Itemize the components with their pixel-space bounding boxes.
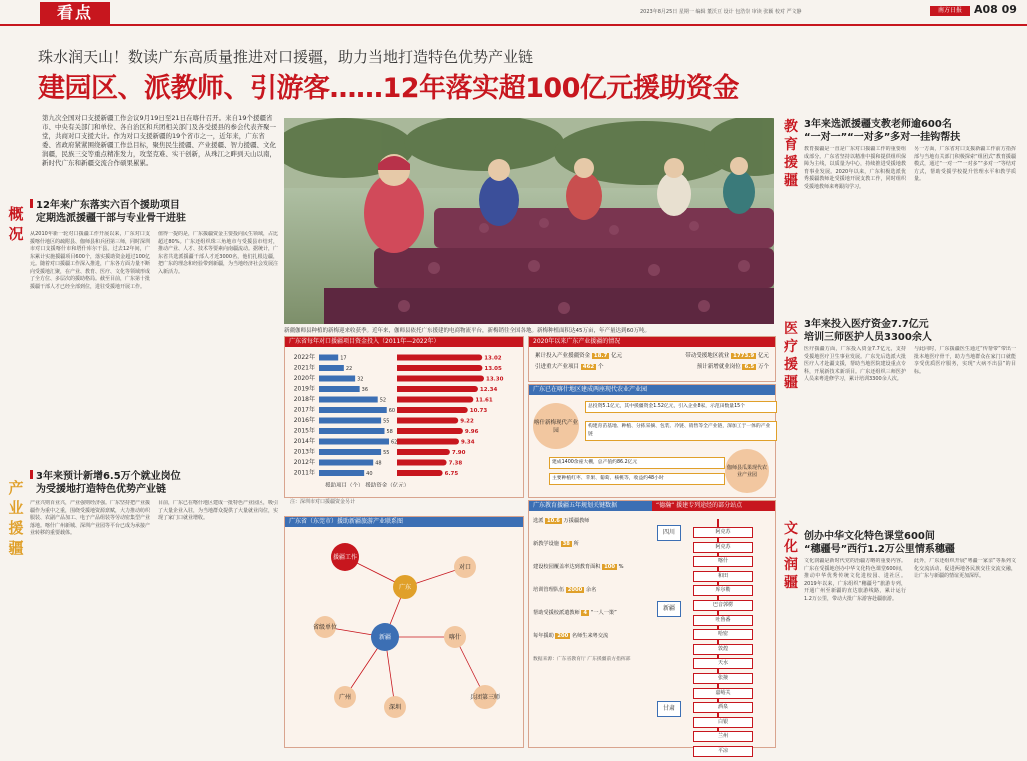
section1-col2: 值得一提的是，广东援疆资金主要投向民生领域，占比超过80%。广东还组织珠三角地市与受援县市结对，推动产业、人才、技术等要素向南疆流动。据统计，广东省共选派援疆干部人才近3000名，他们扎根边疆，把广东的理念和经验带到新疆，为当地经济社会发展注入新活力。: [158, 231, 278, 275]
project-value-label: 62: [391, 439, 398, 446]
route-station: 巴音郭楞: [693, 600, 753, 611]
diagram-label: 喀什: [448, 634, 462, 641]
fund-value-label: 9.34: [460, 439, 475, 446]
fund-bar: [397, 407, 465, 413]
education-panel: [528, 500, 776, 754]
project-value-label: 36: [361, 387, 369, 393]
category-label: 2012年: [293, 459, 315, 466]
project-bar: [319, 397, 378, 403]
project-value-label: 22: [345, 366, 353, 372]
section4-col2: 与此同时，广东援疆医生通过“传帮带”带出一批本地医疗骨干，助力当地群众在家门口就能享受优质医疗服务，实现“大病不出县”的目标。: [914, 346, 1016, 375]
section-badge: 看点: [40, 2, 110, 24]
flow-step-3: 建成1400余座大棚，总产值约86.2亿元: [549, 457, 725, 469]
route-station: 白银: [693, 717, 753, 728]
fund-value-label: 7.90: [451, 450, 466, 456]
diagram-label: 省级单位: [312, 624, 338, 631]
route-station: 吐鲁番: [693, 615, 753, 626]
category-label: 2019年: [293, 385, 315, 393]
category-label: 2016年: [293, 417, 315, 424]
category-label: 2013年: [293, 448, 315, 456]
category-label: 2018年: [293, 396, 315, 403]
chart-title: 广东省每年对口援疆项目资金投入（2011年—2022年）: [285, 337, 523, 347]
project-bar: [319, 407, 387, 413]
tourism-diagram-title: 广东省（东莞市）援助新疆旅游产业联系图: [285, 517, 523, 527]
project-value-label: 55: [383, 418, 390, 425]
section2-title: 3年来预计新增6.5万个就业岗位 为受援地打造特色优势产业链: [30, 470, 280, 496]
fund-bar-cap: [453, 439, 459, 445]
route-station: 张掖: [693, 673, 753, 684]
tag-char: 业: [8, 499, 24, 517]
project-value-label: 52: [379, 397, 387, 404]
category-label: 2022年: [293, 354, 315, 361]
project-bar: [319, 439, 389, 445]
industry-info-panel: [528, 336, 776, 382]
project-bar: [319, 449, 381, 455]
category-label: 2021年: [293, 364, 315, 372]
tag-culture: 文 化 润 疆: [784, 521, 798, 591]
tag-overview: [6, 204, 26, 244]
fund-bar: [397, 386, 475, 392]
fund-value-label: 13.05: [484, 366, 502, 372]
section2-col1: 产业兴则百业兴，产业强则经济强。广东坚持把产业援疆作为重中之重，围绕受援地资源禀赋，大力推动纺织服装、农副产品加工、电子产品组装等劳动密集型产业落地。喀什广州新城、深圳产业园等平台已成为承接产业转移的重要载体。: [30, 500, 150, 536]
section2-col2: 目前，广东已在喀什地区建成一批特色产业园区，吸引了大量企业入驻，为当地群众提供了大量就业岗位，实现了家门口就业增收。: [158, 500, 278, 521]
section5-title: 创办中华文化特色课堂600间 “穗疆号”西行1.2万公里情系穗疆: [804, 531, 955, 555]
tag-char: 援: [8, 519, 24, 537]
photo-caption: 新疆伽师县种植的新梅迎来收获季。近年来，伽师县依托广东援建的电商物流平台，新梅销往全国各地。新梅种植面积达45万亩，年产量达到60万吨。: [284, 328, 651, 334]
header-meta: 2023年8月25日 星期一 编辑 董沃豆 设计 包浩崇 审读 张颖 校对 严文静: [640, 9, 802, 15]
tag-char: 产: [8, 479, 24, 497]
diagram-label: 对口: [458, 564, 472, 571]
fund-bar: [397, 470, 440, 476]
flow-circle-1: 喀什新梅现代产业园: [533, 403, 579, 449]
project-bar: [319, 386, 360, 392]
tag-medical: 医 疗 援 疆: [784, 321, 798, 391]
stat-item: 每年援助 200 名师生来粤交流: [533, 633, 609, 639]
route-station: 天水: [693, 658, 753, 669]
fund-value-label: 7.38: [448, 460, 463, 467]
project-bar: [319, 418, 381, 424]
fund-value-label: 9.22: [460, 418, 474, 425]
section3-title: 3年来选派援疆支教老师逾600名 “一对一”“一对多”多对一挂钩帮扶: [804, 119, 961, 143]
category-label: 2017年: [293, 406, 315, 414]
stat-item: 新教学设施 38 所: [533, 541, 579, 547]
fund-bar: [397, 449, 447, 455]
flow-step-1: 总投资5.1亿元，其中援疆资金1.52亿元，引入企业8家，示范田数量15个: [585, 401, 777, 413]
route-station: 哈密: [693, 629, 753, 640]
fund-bar: [397, 460, 444, 466]
section3-col2: 另一方面，广东省对口支援新疆工作前方指挥部与当地有关部门积极探索“组团式”教育援疆模式，通过“一对一”“一对多”“多对一”等结对方式，帮助受援学校提升管理水平和教学质量。: [914, 146, 1016, 182]
route-station: 敦煌: [693, 644, 753, 655]
fund-bar: [397, 428, 460, 434]
fund-value-label: 11.61: [475, 397, 493, 404]
diagram-label: 广东: [398, 584, 412, 591]
category-label: 2014年: [293, 438, 315, 445]
project-value-label: 48: [375, 460, 382, 467]
tag-char: 疆: [8, 539, 24, 557]
fund-value-label: 13.30: [486, 376, 504, 383]
tourism-diagram-panel: [284, 516, 524, 748]
section4-title: 3年来投入医疗资金7.7亿元 培训三师医护人员3300余人: [804, 319, 932, 343]
fund-bar-cap: [452, 418, 458, 424]
section5-col2: 此外，广东还组织开展“粤疆一家亲”等系列文化交流活动，促进两地各民族交往交流交融，让广东与新疆的情谊更加深厚。: [914, 558, 1016, 579]
info-row2: 引进重大产业项目 462 个: [535, 364, 604, 370]
route-station: 酒泉: [693, 702, 753, 713]
page-number: A08 09: [974, 3, 1017, 16]
route-province-sichuan: 四川: [657, 525, 681, 541]
info-row1: 累计投入产业援疆资金 18.7 亿元: [535, 353, 623, 359]
stat-item: 选派 10.6 万援疆教师: [533, 518, 590, 524]
route-station: 阿克苏: [693, 542, 753, 553]
diagram-label: 新疆: [378, 634, 392, 641]
section1-col1: 从2010年新一轮对口援疆工作开展以来，广东对口支援喀什地区的疏附县、伽师县和兵团第三师，同时深圳市对口支援喀什市和塔什库尔干县。过去12年间，广东累计实施援疆项目600个，落实援助资金超过100亿元。随着对口援疆工作深入推进，广东各方面力量不断向受援地汇聚，在产业、教育、医疗、文化等领域形成了全方位、多层次的援助格局。截至目前，广东第十批援疆干部人才已经全部到位，进驻受援地开展工作。: [30, 231, 150, 290]
info-row2b: 预计新增就业岗位 6.5 万个: [696, 364, 769, 370]
lead-paragraph: 第九次全国对口支援新疆工作会议9月19日至21日在喀什召开。来自19个援疆省市、中央有关部门和单位、各自治区和兵团相关部门及各受援县的参会代表齐聚一堂，共商对口支援大计。作为对口支援新疆的19个省市之一，近年来，广东省委、省政府紧紧围绕新疆工作总目标，聚焦民生援疆、产业援疆、智力援疆、文化润疆，民族三交等重点精准发力，攻坚克难、实干创新，从珠江之畔到天山以南，新时代广东和新疆交流合作硕果累累。: [42, 114, 276, 167]
fund-value-label: 9.96: [464, 429, 479, 435]
fund-bar: [397, 439, 456, 445]
stat-item: 帮助受援校派遣教师 4 “一人一策”: [533, 610, 617, 616]
fund-bar: [397, 418, 455, 424]
tag-char: 概: [8, 205, 24, 223]
harvest-photo-illustration: [284, 118, 774, 324]
project-value-label: 58: [386, 429, 393, 435]
headline: 建园区、派教师、引游客……12年落实超100亿元援助资金: [38, 73, 739, 104]
diagram-label: 深圳: [388, 704, 402, 711]
chart-legend: 援助项目（个） 援助资金（亿元）: [325, 483, 410, 487]
flow-panel: [528, 384, 776, 498]
fund-bar-cap: [441, 460, 447, 466]
route-station: 嘉峪关: [693, 688, 753, 699]
chart-panel: [284, 336, 524, 498]
project-bar: [319, 428, 384, 434]
route-province-gansu: 甘肃: [657, 701, 681, 717]
category-label: 2011年: [293, 469, 315, 477]
project-bar: [319, 376, 355, 382]
fund-bar-cap: [467, 397, 473, 403]
fund-value-label: 6.75: [444, 471, 459, 477]
fund-bar-cap: [457, 428, 463, 434]
route-station: 兰州: [693, 731, 753, 742]
harvest-photo: [284, 118, 774, 324]
tag-char: 况: [8, 225, 24, 243]
section4-col1: 医疗援疆方面，广东投入资金7.7亿元，支持受援地医疗卫生事业发展。广东先后选派大批医疗人才赴疆支援，帮助当地医院建设重点专科，开展新技术新项目。广东还组织三师医护人员来粤进修学习，累计培训3300余人次。: [804, 346, 906, 382]
route-title: “德瀚“ 援建专列途经的部分站点: [652, 501, 775, 511]
route-station: 和田: [693, 571, 753, 582]
route-station: 喀什: [693, 556, 753, 567]
route-station: 阿克苏: [693, 527, 753, 538]
fund-bar: [397, 365, 479, 371]
info-row1b: 带动受援地区就业 1773.9 亿元: [685, 353, 769, 359]
flow-title: 广东已在喀什地区建成两座现代农业产业园: [529, 385, 775, 395]
bar-chart: [285, 347, 521, 487]
route-province-xinjiang: 新疆: [657, 601, 681, 617]
project-bar: [319, 365, 344, 371]
tag-education: 教 育 援 疆: [784, 119, 798, 189]
fund-bar-cap: [437, 470, 443, 476]
flow-step-2: 构建育苗基地、种植、分拣采摘、包装、冷链、销售等全产业链，深加工于一体的产业链: [585, 421, 777, 441]
project-value-label: 55: [383, 450, 390, 456]
fund-bar: [397, 376, 481, 382]
subtitle: 珠水润天山！数读广东高质量推进对口援疆，助力当地打造特色优势产业链: [38, 48, 534, 66]
education-title: 广东教育援疆五年规划关键数据: [529, 501, 652, 511]
fund-value-label: 12.34: [479, 387, 498, 393]
fund-value-label: 10.73: [469, 408, 488, 414]
fund-bar-cap: [472, 386, 478, 392]
diagram-label: 广州: [338, 694, 352, 701]
fund-bar: [397, 355, 479, 361]
stat-item: 培训管理队伍 2000 余名: [533, 587, 597, 593]
route-station: 平凉: [693, 746, 753, 757]
section5-col1: 文化润疆是新时代党的治疆方略的重要内容。广东在受援地创办中华文化特色课堂600间，推动中华优秀传统文化进校园、进社区。2019年以来，广东组织“穗疆号”旅游专列，开通广州至新疆的直达旅游线路，累计运行1.2万公里，带动大批广东游客赴疆旅游。: [804, 558, 906, 602]
project-bar: [319, 460, 373, 466]
section1-title: 12年来广东落实六百个援助项目 定期选派援疆干部与专业骨干进驻: [30, 199, 280, 225]
info-title: 2020年以来广东产业援疆的情况: [529, 337, 775, 347]
fund-bar-cap: [478, 376, 484, 382]
category-label: 2015年: [293, 427, 315, 435]
diagram-label: 兵团第三师: [469, 694, 501, 701]
tag-industry: [6, 478, 26, 558]
fund-bar: [397, 397, 470, 403]
chart-note: 注：深圳市对口援疆资金另计: [290, 499, 356, 505]
project-bar: [319, 470, 364, 476]
project-bar: [319, 355, 338, 361]
project-value-label: 40: [366, 471, 373, 477]
education-stats: [533, 517, 653, 664]
flow-step-4: 主要种植红枣、苹果、葡萄、核桃等，收益约48小时: [549, 473, 725, 485]
brand-badge: 南方日报: [930, 6, 970, 16]
fund-bar-cap: [444, 449, 450, 455]
fund-bar-cap: [476, 365, 482, 371]
fund-value-label: 13.02: [484, 355, 502, 362]
route-stations: [693, 527, 753, 761]
project-value-label: 60: [388, 408, 396, 414]
section3-col1: 教育援疆是一直是广东对口援疆工作的重要组成部分。广东省坚持以精准中援和提供组织保障为主线，以质量为中心，持续推进受援地教育事业发展。2020年以来，广东积极选派优秀援疆教师赴受援地开展支教工作，同时组织受援地教师来粤跟岗学习。: [804, 146, 906, 190]
tourism-diagram: [285, 527, 521, 743]
diagram-label: 援疆工作: [332, 554, 358, 561]
category-label: 2020年: [293, 375, 315, 382]
project-value-label: 32: [357, 376, 364, 383]
stat-item: 建设校园覆盖率达到教育面积 100 %: [533, 564, 624, 570]
fund-bar-cap: [476, 355, 482, 361]
education-source: 数据来源：广东省教育厅 广东援疆前方指挥部: [533, 657, 631, 662]
flow-circle-2: 伽师县瓜果现代农业产业园: [725, 449, 769, 493]
route-station: 库尔勒: [693, 585, 753, 596]
fund-bar-cap: [462, 407, 468, 413]
project-value-label: 17: [340, 355, 347, 362]
